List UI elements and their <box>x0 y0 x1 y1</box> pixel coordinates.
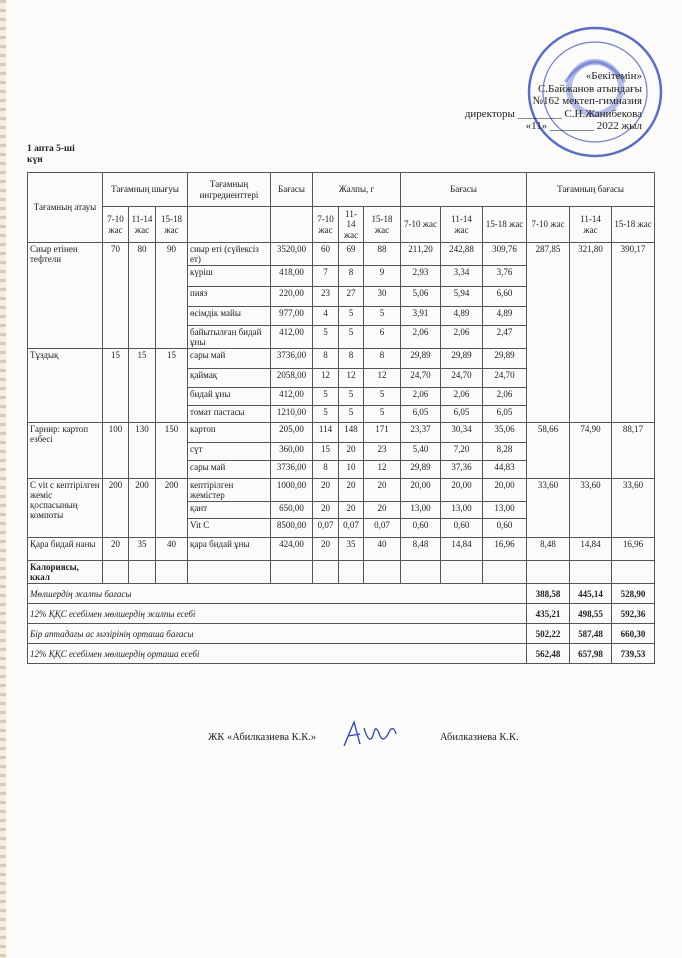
ingredient-grams: 60 <box>313 243 339 266</box>
ingredient-cost: 4,89 <box>441 307 483 326</box>
ingredient-cost: 7,20 <box>441 443 483 461</box>
approval-line: №162 мектеп-гимназия <box>532 95 642 107</box>
header-output-age: 15-18 жас <box>156 207 188 243</box>
ingredient-grams: 20 <box>364 502 401 519</box>
ingredient-cost: 20,00 <box>401 479 441 502</box>
ingredient-cost: 24,70 <box>401 369 441 388</box>
dish-output: 20 <box>103 538 129 561</box>
ingredient-cost: 309,76 <box>483 243 527 266</box>
ingredient-name: сиыр еті (сүйексіз ет) <box>188 243 271 266</box>
ingredient-cost: 2,06 <box>401 388 441 406</box>
ingredient-row <box>28 538 655 561</box>
ingredient-cost: 16,96 <box>483 538 527 561</box>
ingredient-cost: 20,00 <box>483 479 527 502</box>
ingredient-price: 1210,00 <box>271 406 313 423</box>
dish-cost: 58,66 <box>527 423 570 479</box>
ingredient-grams: 23 <box>364 443 401 461</box>
dish-cost: 33,60 <box>527 479 570 538</box>
header-price: Бағасы <box>271 173 313 207</box>
ingredient-grams: 20 <box>313 538 339 561</box>
ingredient-name: бидай ұны <box>188 388 271 406</box>
ingredient-price: 8500,00 <box>271 519 313 538</box>
dish-output: 15 <box>129 349 156 423</box>
week-day-label: 1 апта 5-ші күн <box>27 144 75 165</box>
ingredient-cost: 3,91 <box>401 307 441 326</box>
ingredient-grams: 12 <box>364 369 401 388</box>
ingredient-grams: 20 <box>313 502 339 519</box>
dish-name: Қара бидай наны <box>28 538 103 561</box>
ingredient-cost: 8,48 <box>401 538 441 561</box>
summary-value: 502,22 <box>527 624 570 644</box>
dish-name: Тұздық <box>28 349 103 423</box>
ingredient-grams: 40 <box>364 538 401 561</box>
ingredient-grams: 8 <box>364 349 401 369</box>
ingredient-name: күріш <box>188 266 271 287</box>
ingredient-grams: 0,07 <box>339 519 364 538</box>
ingredient-name: Vit C <box>188 519 271 538</box>
ingredient-grams: 4 <box>313 307 339 326</box>
ingredient-price: 412,00 <box>271 388 313 406</box>
ingredient-cost: 13,00 <box>401 502 441 519</box>
dish-name: Гарнир: картоп езбесі <box>28 423 103 479</box>
ingredient-name: сары май <box>188 461 271 479</box>
summary-value: 528,90 <box>612 584 655 604</box>
calories-cell <box>401 561 441 584</box>
ingredient-cost: 29,89 <box>401 349 441 369</box>
summary-label: Мөлшердің жалпы бағасы <box>28 584 527 604</box>
ingredient-price: 412,00 <box>271 326 313 349</box>
header-g-age: 11-14 жас <box>339 207 364 243</box>
calories-cell <box>271 561 313 584</box>
ingredient-cost: 14,84 <box>441 538 483 561</box>
ingredient-grams: 5 <box>364 406 401 423</box>
ingredient-grams: 88 <box>364 243 401 266</box>
ingredient-grams: 35 <box>339 538 364 561</box>
ingredient-cost: 24,70 <box>441 369 483 388</box>
calories-cell <box>364 561 401 584</box>
calories-cell <box>129 561 156 584</box>
ingredient-grams: 12 <box>364 461 401 479</box>
ingredient-row <box>28 479 655 502</box>
dish-output: 40 <box>156 538 188 561</box>
ingredient-cost: 5,40 <box>401 443 441 461</box>
summary-row <box>28 584 655 604</box>
ingredient-grams: 9 <box>364 266 401 287</box>
handwritten-signature <box>340 718 400 750</box>
dish-cost: 33,60 <box>570 479 612 538</box>
calories-cell <box>188 561 271 584</box>
ingredient-price: 1000,00 <box>271 479 313 502</box>
ingredient-grams: 6 <box>364 326 401 349</box>
menu-cost-table <box>27 172 655 664</box>
ingredient-price: 3520,00 <box>271 243 313 266</box>
summary-value: 498,55 <box>570 604 612 624</box>
ingredient-grams: 12 <box>313 369 339 388</box>
ingredient-price: 2058,00 <box>271 369 313 388</box>
dish-cost: 8,48 <box>527 538 570 561</box>
ingredient-price: 418,00 <box>271 266 313 287</box>
ingredient-cost: 2,47 <box>483 326 527 349</box>
ingredient-grams: 7 <box>313 266 339 287</box>
signer-name: Абилказиева К.К. <box>440 732 519 743</box>
ingredient-grams: 15 <box>313 443 339 461</box>
ingredient-price: 650,00 <box>271 502 313 519</box>
header-output-age: 11-14 жас <box>129 207 156 243</box>
calories-cell <box>313 561 339 584</box>
ingredient-name: пияз <box>188 287 271 307</box>
calories-label: Калориясы, ккал <box>28 561 103 584</box>
header-dish-cost: Тағамның бағасы <box>527 173 655 207</box>
ingredient-grams: 30 <box>364 287 401 307</box>
ingredient-name: байытылған бидай ұны <box>188 326 271 349</box>
dish-output: 200 <box>129 479 156 538</box>
calories-cell <box>527 561 570 584</box>
header-blank <box>271 207 313 243</box>
ingredient-row <box>28 243 655 266</box>
dish-output: 90 <box>156 243 188 349</box>
signer-company: ЖК «Абилказиева К.К.» <box>208 732 317 743</box>
header-cost-age: 15-18 жас <box>483 207 527 243</box>
ingredient-cost: 37,36 <box>441 461 483 479</box>
ingredient-price: 977,00 <box>271 307 313 326</box>
ingredient-cost: 5,94 <box>441 287 483 307</box>
header-g-age: 15-18 жас <box>364 207 401 243</box>
ingredient-name: кептірілген жемістер <box>188 479 271 502</box>
ingredient-grams: 20 <box>339 479 364 502</box>
summary-label: 12% ҚҚС есебімен мөлшердің жалпы есебі <box>28 604 527 624</box>
dish-output: 80 <box>129 243 156 349</box>
ingredient-grams: 5 <box>364 307 401 326</box>
ingredient-grams: 69 <box>339 243 364 266</box>
ingredient-price: 3736,00 <box>271 349 313 369</box>
ingredient-name: қант <box>188 502 271 519</box>
ingredient-cost: 0,60 <box>401 519 441 538</box>
header-cost-age: 7-10 жас <box>401 207 441 243</box>
ingredient-cost: 24,70 <box>483 369 527 388</box>
ingredient-grams: 148 <box>339 423 364 443</box>
ingredient-row <box>28 423 655 443</box>
ingredient-grams: 8 <box>339 266 364 287</box>
summary-value: 435,21 <box>527 604 570 624</box>
dish-cost: 321,80 <box>570 243 612 423</box>
dish-cost: 390,17 <box>612 243 655 423</box>
dish-output: 200 <box>103 479 129 538</box>
ingredient-grams: 20 <box>364 479 401 502</box>
ingredient-cost: 2,06 <box>483 388 527 406</box>
header-g-age: 7-10 жас <box>313 207 339 243</box>
ingredient-name: өсімдік майы <box>188 307 271 326</box>
ingredient-grams: 8 <box>339 349 364 369</box>
ingredient-grams: 20 <box>339 502 364 519</box>
summary-value: 445,14 <box>570 584 612 604</box>
ingredient-grams: 5 <box>339 307 364 326</box>
ingredient-cost: 4,89 <box>483 307 527 326</box>
header-dish-cost-age: 11-14 жас <box>570 207 612 243</box>
header-output-age: 7-10 жас <box>103 207 129 243</box>
ingredient-price: 360,00 <box>271 443 313 461</box>
calories-cell <box>339 561 364 584</box>
dish-output: 100 <box>103 423 129 479</box>
ingredient-grams: 171 <box>364 423 401 443</box>
ingredient-price: 424,00 <box>271 538 313 561</box>
ingredient-name: қара бидай ұны <box>188 538 271 561</box>
dish-output: 70 <box>103 243 129 349</box>
ingredient-grams: 27 <box>339 287 364 307</box>
summary-value: 592,36 <box>612 604 655 624</box>
ingredient-cost: 35,06 <box>483 423 527 443</box>
calories-row <box>28 561 655 584</box>
scan-edge <box>0 0 6 958</box>
ingredient-cost: 29,89 <box>441 349 483 369</box>
ingredient-price: 3736,00 <box>271 461 313 479</box>
ingredient-grams: 0,07 <box>313 519 339 538</box>
ingredient-cost: 0,60 <box>441 519 483 538</box>
header-cost: Бағасы <box>401 173 527 207</box>
ingredient-cost: 13,00 <box>441 502 483 519</box>
ingredient-grams: 5 <box>313 406 339 423</box>
ingredient-cost: 211,20 <box>401 243 441 266</box>
calories-cell <box>441 561 483 584</box>
dish-output: 200 <box>156 479 188 538</box>
ingredient-name: томат пастасы <box>188 406 271 423</box>
ingredient-cost: 20,00 <box>441 479 483 502</box>
approval-line: С.Байжанов атындағы <box>537 82 642 95</box>
summary-value: 587,48 <box>570 624 612 644</box>
dish-output: 15 <box>156 349 188 423</box>
summary-value: 657,98 <box>570 644 612 664</box>
ingredient-cost: 8,28 <box>483 443 527 461</box>
summary-label: 12% ҚҚС есебімен мөлшердің орташа есебі <box>28 644 527 664</box>
ingredient-cost: 242,88 <box>441 243 483 266</box>
ingredient-cost: 13,00 <box>483 502 527 519</box>
calories-cell <box>483 561 527 584</box>
ingredient-name: қаймақ <box>188 369 271 388</box>
header-ingredients: Тағамның ингредиенттері <box>188 173 271 207</box>
ingredient-grams: 12 <box>339 369 364 388</box>
ingredient-cost: 23,37 <box>401 423 441 443</box>
ingredient-grams: 8 <box>313 349 339 369</box>
ingredient-grams: 5 <box>339 326 364 349</box>
header-dish-cost-age: 7-10 жас <box>527 207 570 243</box>
calories-cell <box>570 561 612 584</box>
summary-row <box>28 604 655 624</box>
ingredient-cost: 44,83 <box>483 461 527 479</box>
dish-output: 15 <box>103 349 129 423</box>
ingredient-cost: 6,05 <box>483 406 527 423</box>
ingredient-name: сүт <box>188 443 271 461</box>
ingredient-grams: 5 <box>339 406 364 423</box>
ingredient-grams: 0,07 <box>364 519 401 538</box>
ingredient-cost: 30,34 <box>441 423 483 443</box>
ingredient-cost: 2,93 <box>401 266 441 287</box>
summary-value: 660,30 <box>612 624 655 644</box>
ingredient-grams: 114 <box>313 423 339 443</box>
ingredient-cost: 6,60 <box>483 287 527 307</box>
ingredient-name: картоп <box>188 423 271 443</box>
ingredient-cost: 2,06 <box>441 388 483 406</box>
header-dish-name: Тағамның атауы <box>28 173 103 243</box>
ingredient-cost: 29,89 <box>401 461 441 479</box>
header-output: Тағамның шығуы <box>103 173 188 207</box>
ingredient-grams: 8 <box>313 461 339 479</box>
header-dish-cost-age: 15-18 жас <box>612 207 655 243</box>
ingredient-cost: 3,34 <box>441 266 483 287</box>
calories-cell <box>612 561 655 584</box>
ingredient-grams: 23 <box>313 287 339 307</box>
ingredient-cost: 6,05 <box>441 406 483 423</box>
ingredient-price: 205,00 <box>271 423 313 443</box>
approval-block <box>465 70 642 133</box>
header-cost-age: 11-14 жас <box>441 207 483 243</box>
calories-cell <box>103 561 129 584</box>
dish-cost: 16,96 <box>612 538 655 561</box>
ingredient-cost: 5,06 <box>401 287 441 307</box>
dish-cost: 74,90 <box>570 423 612 479</box>
ingredient-cost: 6,05 <box>401 406 441 423</box>
dish-name: C vit с кептірілген жеміс қоспасының компоты <box>28 479 103 538</box>
summary-row <box>28 624 655 644</box>
dish-output: 150 <box>156 423 188 479</box>
summary-value: 388,58 <box>527 584 570 604</box>
summary-value: 739,53 <box>612 644 655 664</box>
dish-cost: 88,17 <box>612 423 655 479</box>
calories-cell <box>156 561 188 584</box>
summary-label: Бір аптадағы ас мәзірінің орташа бағасы <box>28 624 527 644</box>
header-blank <box>188 207 271 243</box>
dish-cost: 14,84 <box>570 538 612 561</box>
summary-value: 562,48 <box>527 644 570 664</box>
ingredient-cost: 2,06 <box>401 326 441 349</box>
dish-name: Сиыр етінен тефтели <box>28 243 103 349</box>
approval-line: директоры ________ С.Н.Жанибекова <box>464 107 642 120</box>
ingredient-cost: 3,76 <box>483 266 527 287</box>
ingredient-grams: 5 <box>364 388 401 406</box>
header-total-g: Жалпы, г <box>313 173 401 207</box>
dish-output: 35 <box>129 538 156 561</box>
ingredient-name: сары май <box>188 349 271 369</box>
ingredient-grams: 5 <box>313 388 339 406</box>
ingredient-price: 220,00 <box>271 287 313 307</box>
approval-line: «Бекітемін» <box>585 70 642 82</box>
ingredient-grams: 20 <box>339 443 364 461</box>
dish-cost: 33,60 <box>612 479 655 538</box>
dish-output: 130 <box>129 423 156 479</box>
summary-row <box>28 644 655 664</box>
approval-line: «11» ________ 2022 жыл <box>525 120 642 132</box>
ingredient-cost: 0,60 <box>483 519 527 538</box>
ingredient-cost: 29,89 <box>483 349 527 369</box>
dish-cost: 287,85 <box>527 243 570 423</box>
ingredient-grams: 10 <box>339 461 364 479</box>
ingredient-cost: 2,06 <box>441 326 483 349</box>
ingredient-grams: 5 <box>313 326 339 349</box>
ingredient-grams: 20 <box>313 479 339 502</box>
ingredient-grams: 5 <box>339 388 364 406</box>
